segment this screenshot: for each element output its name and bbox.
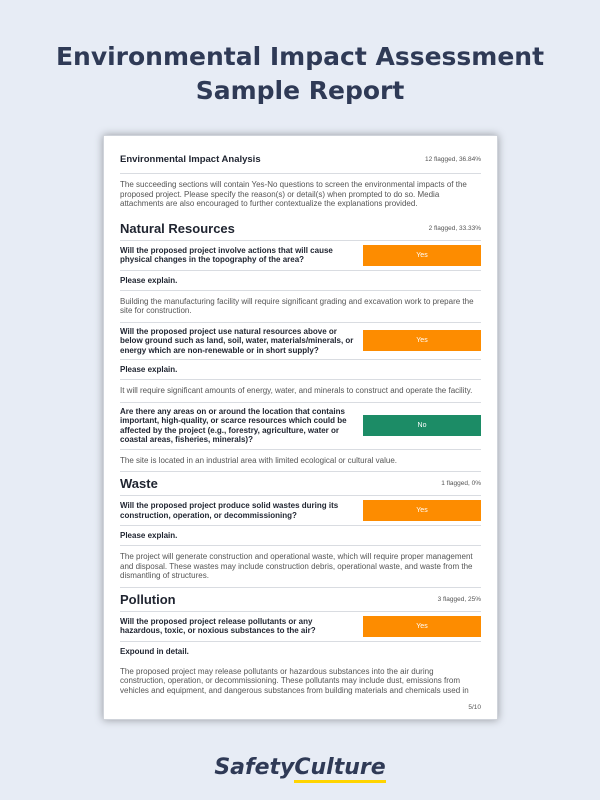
title-line-1: Environmental Impact Assessment: [55, 42, 545, 71]
brand-name-part2: Culture: [294, 755, 385, 783]
section-intro: The succeeding sections will contain Yes-No questions to screen the environmental impacts of the proposed project. Please specify the reason(s) or detail(s) when prompted to do so. Media attachments are also encouraged to further contextualize the explanations provided.: [120, 180, 467, 208]
question-text: Will the proposed project release pollutants or any hazardous, toxic, or noxious substances to the air?: [120, 616, 316, 635]
response-text: The project will generate construction and operational waste, which will require proper management and disposal. These wastes may include construction debris, operational waste, and waste from the dismantling of structures.: [120, 546, 481, 588]
brand-name-part1: Safety: [214, 755, 295, 780]
page-number: 5/10: [468, 704, 481, 711]
natural-resources-title: Natural Resources: [120, 220, 235, 236]
response-text: The site is located in an industrial area with limited ecological or cultural value.: [120, 450, 481, 473]
waste-flag: 1 flagged, 0%: [441, 480, 481, 487]
section-flag: 12 flagged, 36.84%: [424, 156, 481, 163]
section-header: [120, 146, 481, 174]
natural-resources-flag: 2 flagged, 33.33%: [428, 224, 481, 232]
explain-label: Please explain.: [120, 526, 481, 546]
question-row: [120, 496, 481, 526]
question-text: Will the proposed project use natural resources above or below ground such as land, soil, water, materials/minerals, or energy which are non-renewable or in short supply?: [120, 326, 354, 355]
question-text: Will the proposed project produce solid wastes during its construction, operation, or decommissioning?: [120, 501, 339, 520]
section-title: Environmental Impact Analysis: [120, 154, 261, 165]
answer-yes[interactable]: Yes: [363, 616, 481, 637]
response-text: The proposed project may release pollutants or hazardous substances into the air during construction, operation, or decommissioning. These pollutants may include dust, emissions from vehicles and equipment, and dangerous substances from building materials and chemicals used in: [120, 666, 469, 695]
question-row: [120, 403, 481, 450]
brand-logo: [0, 755, 600, 780]
explain-label: Please explain.: [120, 360, 481, 380]
question-row: [120, 241, 481, 271]
explain-label: Please explain.: [120, 271, 481, 291]
page-title: [0, 40, 600, 108]
explain-label: Expound in detail.: [120, 646, 189, 656]
response-text: Building the manufacturing facility will require significant grading and excavation work to prepare the site for construction.: [120, 291, 481, 323]
answer-yes[interactable]: Yes: [363, 500, 481, 521]
response-text: It will require significant amounts of energy, water, and minerals to construct and operate the facility.: [120, 380, 481, 403]
pollution-flag: 3 flagged, 25%: [437, 595, 481, 603]
natural-resources-header: [120, 217, 481, 241]
pollution-title: Pollution: [120, 591, 176, 607]
answer-yes[interactable]: Yes: [363, 330, 481, 351]
waste-header: [120, 472, 481, 496]
question-text: Will the proposed project involve actions that will cause physical changes in the topography of the area?: [120, 245, 333, 264]
question-row: [120, 612, 481, 642]
question-row: [120, 323, 481, 361]
answer-no[interactable]: No: [363, 415, 481, 436]
question-text: Are there any areas on or around the location that contains important, high-quality, or scarce resources which could be affected by the project (e.g., forestry, agriculture, water or coastal areas, fisheries, minerals)?: [120, 406, 347, 444]
title-line-2: Sample Report: [195, 76, 405, 105]
pollution-header: [120, 588, 481, 612]
report-document: [103, 135, 498, 720]
waste-title: Waste: [120, 476, 158, 491]
answer-yes[interactable]: Yes: [363, 245, 481, 266]
